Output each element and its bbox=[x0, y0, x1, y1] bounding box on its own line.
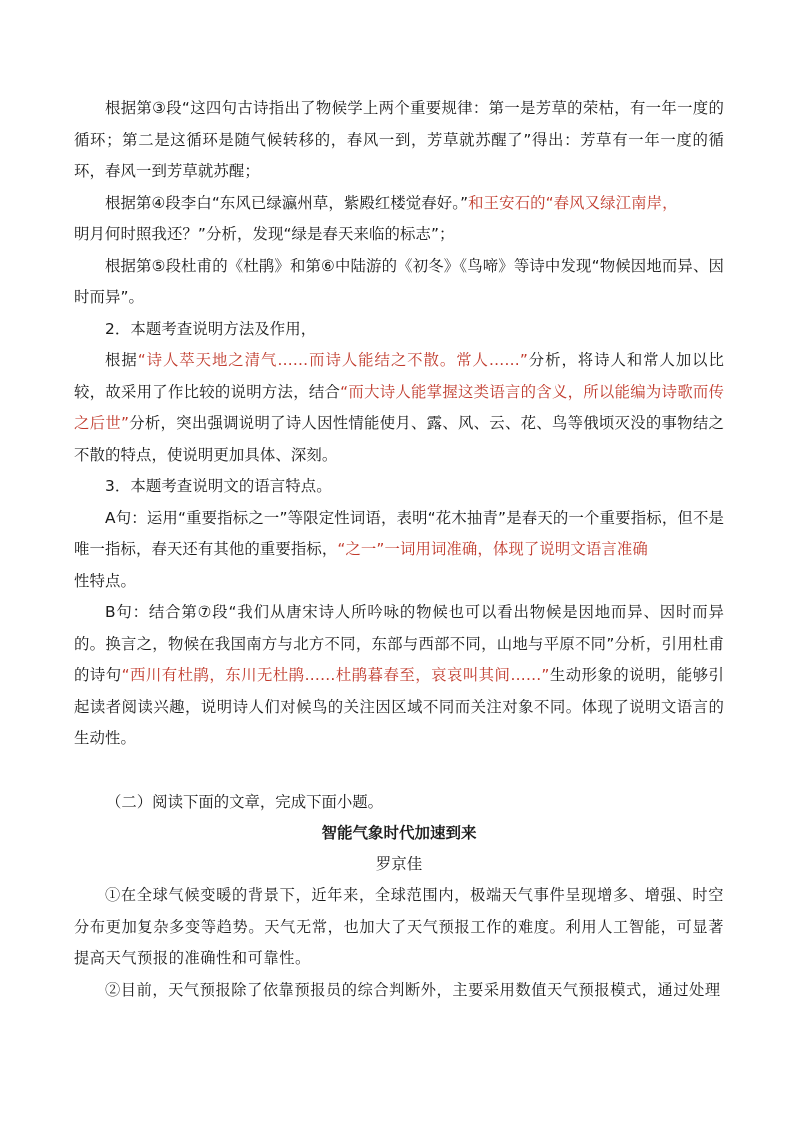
q3-a-highlight: “之一”一词用词准确，体现了说明文语言准确 bbox=[337, 540, 648, 558]
analysis-paragraph-1 bbox=[74, 93, 724, 188]
q2-text-e: 分析，突出强调说明了诗人因性情能使月、露、风、云、花、鸟等俄顷灭没的事物结之不散的特点，使说明更加具体、深刻。 bbox=[74, 414, 724, 464]
question-2-label bbox=[74, 314, 724, 346]
article-paragraph-2 bbox=[74, 975, 724, 1007]
article-p2-text: ②目前，天气预报除了依靠预报员的综合判断外，主要采用数值天气预报模式，通过处理 bbox=[105, 980, 721, 999]
article-p1-text: ①在全球气候变暖的背景下，近年来，全球范围内，极端天气事件呈现增多、增强、时空分布更加复杂多变等趋势。天气无常，也加大了天气预报工作的难度。利用人工智能，可显著提高天气预报的准确性和可靠性。 bbox=[74, 886, 724, 967]
q3-b-tail: 生动形象的说明，能够引起读者阅读兴趣，说明诗人们对候鸟的关注因区域不同而关注对象不同。体现了说明文语言的生动性。 bbox=[74, 666, 724, 747]
analysis-p1-text: 根据第③段“这四句古诗指出了物候学上两个重要规律：第一是芳草的荣枯，有一年一度的循环；第二是这循环是随气候转移的，春风一到，芳草就苏醒了”得出：芳草有一年一度的循环，春风一到芳草就苏醒； bbox=[74, 99, 724, 180]
q2-label-text: 2．本题考查说明方法及作用， bbox=[105, 319, 317, 338]
q2-quote-2: “而大诗人能掌握这类语言的含义，所以能编为诗歌而传之后世” bbox=[74, 382, 724, 432]
question-2-answer bbox=[74, 345, 724, 471]
q2-quote-1: “诗人萃天地之清气……而诗人能结之不散。常人……” bbox=[137, 351, 528, 369]
article-author: 罗京佳 bbox=[375, 855, 423, 873]
question-3-answer-b bbox=[74, 597, 724, 755]
analysis-paragraph-3 bbox=[74, 251, 724, 314]
analysis-p2-highlight: 和王安石的“春风又绿江南岸， bbox=[468, 193, 678, 212]
analysis-p2-text-c: 明月何时照我还？”分析，发现“绿是春天来临的标志”； bbox=[74, 225, 455, 243]
q3-a-text: A句：运用“重要指标之一”等限定性词语，表明“花木抽青”是春天的一个重要指标，但不是唯一指标，春天还有其他的重要指标， bbox=[74, 508, 724, 558]
analysis-p2-text-a: 根据第④段李白“东风已绿瀛州草，紫殿红楼觉春好。” bbox=[105, 193, 469, 212]
article-title: 智能气象时代加速到来 bbox=[321, 824, 477, 842]
section-2-heading-text: （二）阅读下面的文章，完成下面小题。 bbox=[106, 792, 384, 811]
q3-b-text: B句：结合第⑦段“我们从唐宋诗人所吟咏的物候也可以看出物候是因地而异、因时而异的。换言之，物候在我国南方与北方不同，东部与西部不同，山地与平原不同”分析，引用杜甫的诗句 bbox=[74, 603, 724, 684]
q3-label-text: 3．本题考查说明文的语言特点。 bbox=[105, 477, 332, 495]
section-gap bbox=[74, 755, 724, 787]
article-paragraph-1 bbox=[74, 880, 724, 975]
analysis-p3-text: 根据第⑤段杜甫的《杜鹃》和第⑥中陆游的《初冬》《鸟啼》等诗中发现“物候因地而异、因时而异”。 bbox=[74, 256, 724, 306]
q2-text-a: 根据 bbox=[105, 351, 138, 369]
q3-a-tail: 性特点。 bbox=[74, 571, 136, 590]
q2-text-c: 分析，将诗人和常人加以比较，故采用了作比较的说明方法，结合 bbox=[74, 351, 725, 401]
question-3-label bbox=[74, 471, 724, 503]
q3-b-quote: “西川有杜鹃，东川无杜鹃……杜鹃暮春至，哀哀叫其间……” bbox=[121, 666, 550, 684]
section-2-heading bbox=[74, 787, 724, 819]
analysis-paragraph-2 bbox=[74, 188, 724, 251]
question-3-answer-a bbox=[74, 503, 724, 598]
document-content bbox=[74, 93, 724, 1006]
